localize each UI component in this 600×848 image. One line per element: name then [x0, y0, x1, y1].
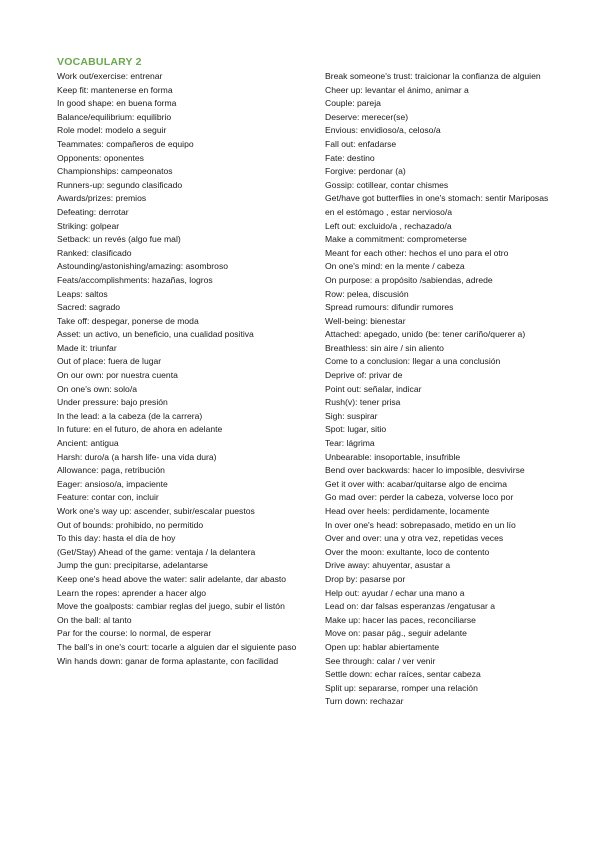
vocabulary-entry: Fate: destino: [325, 152, 375, 163]
vocabulary-entry: Sigh: suspirar: [325, 410, 378, 421]
vocabulary-entry: Come to a conclusion: llegar a una conclusión: [325, 356, 501, 367]
vocabulary-columns: [57, 70, 557, 709]
vocabulary-entry: Take off: despegar, ponerse de moda: [57, 315, 199, 326]
vocabulary-entry: Lead on: dar falsas esperanzas /engatusar a: [325, 601, 496, 612]
vocabulary-entry: Made it: triunfar: [57, 342, 117, 353]
vocabulary-entry: Drive away: ahuyentar, asustar a: [325, 560, 451, 571]
vocabulary-entry: Get it over with: acabar/quitarse algo de encima: [325, 478, 507, 489]
vocabulary-entry: Point out: señalar, indicar: [325, 383, 422, 394]
vocabulary-entry: Move the goalposts: cambiar reglas del juego, subir el listón: [57, 601, 285, 612]
vocabulary-entry: Attached: apegado, unido (be: tener cariño/querer a): [325, 329, 526, 340]
vocabulary-entry: On the ball: al tanto: [57, 614, 132, 625]
vocabulary-entry: The ball's in one's court: tocarle a alguien dar el siguiente paso: [57, 641, 297, 652]
vocabulary-entry: In future: en el futuro, de ahora en adelante: [57, 424, 223, 435]
vocabulary-entry: See through: calar / ver venir: [325, 655, 436, 666]
vocabulary-entry: On one's mind: en la mente / cabeza: [325, 261, 465, 272]
vocabulary-entry: On our own: por nuestra cuenta: [57, 370, 178, 381]
vocabulary-entry: Harsh: duro/a (a harsh life- una vida dura): [57, 451, 217, 462]
vocabulary-entry: Drop by: pasarse por: [325, 573, 406, 584]
vocabulary-entry: (Get/Stay) Ahead of the game: ventaja / la delantera: [57, 546, 256, 557]
vocabulary-entry: Runners-up: segundo clasificado: [57, 179, 183, 190]
vocabulary-entry: Under pressure: bajo presión: [57, 397, 168, 408]
vocabulary-entry: Deserve: merecer(se): [325, 111, 409, 122]
vocabulary-entry: Fall out: enfadarse: [325, 138, 397, 149]
vocabulary-entry: Deprive of: privar de: [325, 370, 403, 381]
vocabulary-entry: In good shape: en buena forma: [57, 98, 177, 109]
vocabulary-entry: Meant for each other: hechos el uno para el otro: [325, 247, 509, 258]
vocabulary-entry: Striking: golpear: [57, 220, 120, 231]
vocabulary-entry: Forgive: perdonar (a): [325, 166, 406, 177]
vocabulary-entry: Make up: hacer las paces, reconciliarse: [325, 614, 476, 625]
vocabulary-entry: Opponents: oponentes: [57, 152, 144, 163]
left-column: [57, 70, 297, 709]
vocabulary-entry: Split up: separarse, romper una relación: [325, 682, 478, 693]
vocabulary-entry: Gossip: cotillear, contar chismes: [325, 179, 449, 190]
vocabulary-entry: Teammates: compañeros de equipo: [57, 138, 194, 149]
vocabulary-entry: Get/have got butterflies in one's stomach: sentir Mariposas en el estómago , estar nervioso/a: [325, 193, 549, 217]
vocabulary-entry: Tear: lágrima: [325, 438, 375, 449]
vocabulary-entry: Keep one's head above the water: salir adelante, dar abasto: [57, 573, 287, 584]
vocabulary-entry: Awards/prizes: premios: [57, 193, 147, 204]
vocabulary-entry: Par for the course: lo normal, de esperar: [57, 628, 212, 639]
vocabulary-entry: Leaps: saltos: [57, 288, 108, 299]
vocabulary-entry: Feature: contar con, incluir: [57, 492, 159, 503]
vocabulary-entry: Over and over: una y otra vez, repetidas veces: [325, 533, 504, 544]
vocabulary-entry: Make a commitment: comprometerse: [325, 234, 467, 245]
vocabulary-entry: Astounding/astonishing/amazing: asombroso: [57, 261, 229, 272]
vocabulary-entry: Break someone's trust: traicionar la confianza de alguien: [325, 71, 541, 81]
vocabulary-entry: Championships: campeonatos: [57, 166, 173, 177]
vocabulary-entry: Cheer up: levantar el ánimo, animar a: [325, 84, 469, 95]
vocabulary-entry: To this day: hasta el día de hoy: [57, 533, 176, 544]
vocabulary-entry: Bend over backwards: hacer lo imposible, desvivirse: [325, 465, 525, 476]
vocabulary-entry: Well-being: bienestar: [325, 315, 406, 326]
vocabulary-entry: Breathless: sin aire / sin aliento: [325, 342, 444, 353]
vocabulary-entry: Spread rumours: difundir rumores: [325, 302, 454, 313]
vocabulary-entry: Couple: pareja: [325, 98, 381, 109]
vocabulary-entry: Left out: excluido/a , rechazado/a: [325, 220, 452, 231]
vocabulary-entry: Turn down: rechazar: [325, 696, 404, 707]
vocabulary-entry: Row: pelea, discusión: [325, 288, 409, 299]
vocabulary-entry: Allowance: paga, retribución: [57, 465, 165, 476]
vocabulary-page: [57, 55, 557, 709]
vocabulary-entry: Asset: un activo, un beneficio, una cualidad positiva: [57, 329, 254, 340]
vocabulary-entry: Learn the ropes: aprender a hacer algo: [57, 587, 207, 598]
vocabulary-entry: Balance/equilibrium: equilibrio: [57, 111, 172, 122]
vocabulary-entry: Out of place: fuera de lugar: [57, 356, 162, 367]
vocabulary-entry: Eager: ansioso/a, impaciente: [57, 478, 168, 489]
vocabulary-entry: Move on: pasar pág., seguir adelante: [325, 628, 467, 639]
page-title: VOCABULARY 2: [57, 56, 142, 68]
vocabulary-entry: Rush(v): tener prisa: [325, 397, 401, 408]
vocabulary-entry: Spot: lugar, sitio: [325, 424, 387, 435]
vocabulary-entry: Setback: un revés (algo fue mal): [57, 234, 181, 245]
vocabulary-entry: Sacred: sagrado: [57, 302, 121, 313]
vocabulary-entry: Unbearable: insoportable, insufrible: [325, 451, 461, 462]
vocabulary-entry: Ranked: clasificado: [57, 247, 132, 258]
vocabulary-entry: Settle down: echar raíces, sentar cabeza: [325, 669, 481, 680]
vocabulary-entry: Open up: hablar abiertamente: [325, 641, 440, 652]
vocabulary-entry: Help out: ayudar / echar una mano a: [325, 587, 465, 598]
vocabulary-entry: Work one's way up: ascender, subir/escalar puestos: [57, 506, 255, 516]
vocabulary-entry: Out of bounds: prohibido, no permitido: [57, 519, 204, 530]
vocabulary-entry: Ancient: antigua: [57, 438, 119, 449]
vocabulary-entry: Over the moon: exultante, loco de contento: [325, 546, 490, 557]
vocabulary-entry: Defeating: derrotar: [57, 206, 129, 217]
vocabulary-entry: On purpose: a propósito /sabiendas, adrede: [325, 274, 493, 285]
vocabulary-entry: Role model: modelo a seguir: [57, 125, 167, 136]
vocabulary-entry: Jump the gun: precipitarse, adelantarse: [57, 560, 208, 571]
vocabulary-entry: In the lead: a la cabeza (de la carrera): [57, 410, 203, 421]
vocabulary-entry: On one's own: solo/a: [57, 383, 137, 394]
vocabulary-entry: Go mad over: perder la cabeza, volverse loco por: [325, 492, 514, 503]
right-column: [325, 70, 557, 709]
vocabulary-entry: In over one's head: sobrepasado, metido en un lío: [325, 519, 516, 530]
vocabulary-entry: Win hands down: ganar de forma aplastante, con facilidad: [57, 655, 279, 666]
vocabulary-entry: Feats/accomplishments: hazañas, logros: [57, 274, 213, 285]
vocabulary-entry: Envious: envidioso/a, celoso/a: [325, 125, 441, 136]
vocabulary-entry: Head over heels: perdidamente, locamente: [325, 506, 490, 516]
vocabulary-entry: Keep fit: mantenerse en forma: [57, 84, 173, 95]
vocabulary-entry: Work out/exercise: entrenar: [57, 71, 163, 81]
